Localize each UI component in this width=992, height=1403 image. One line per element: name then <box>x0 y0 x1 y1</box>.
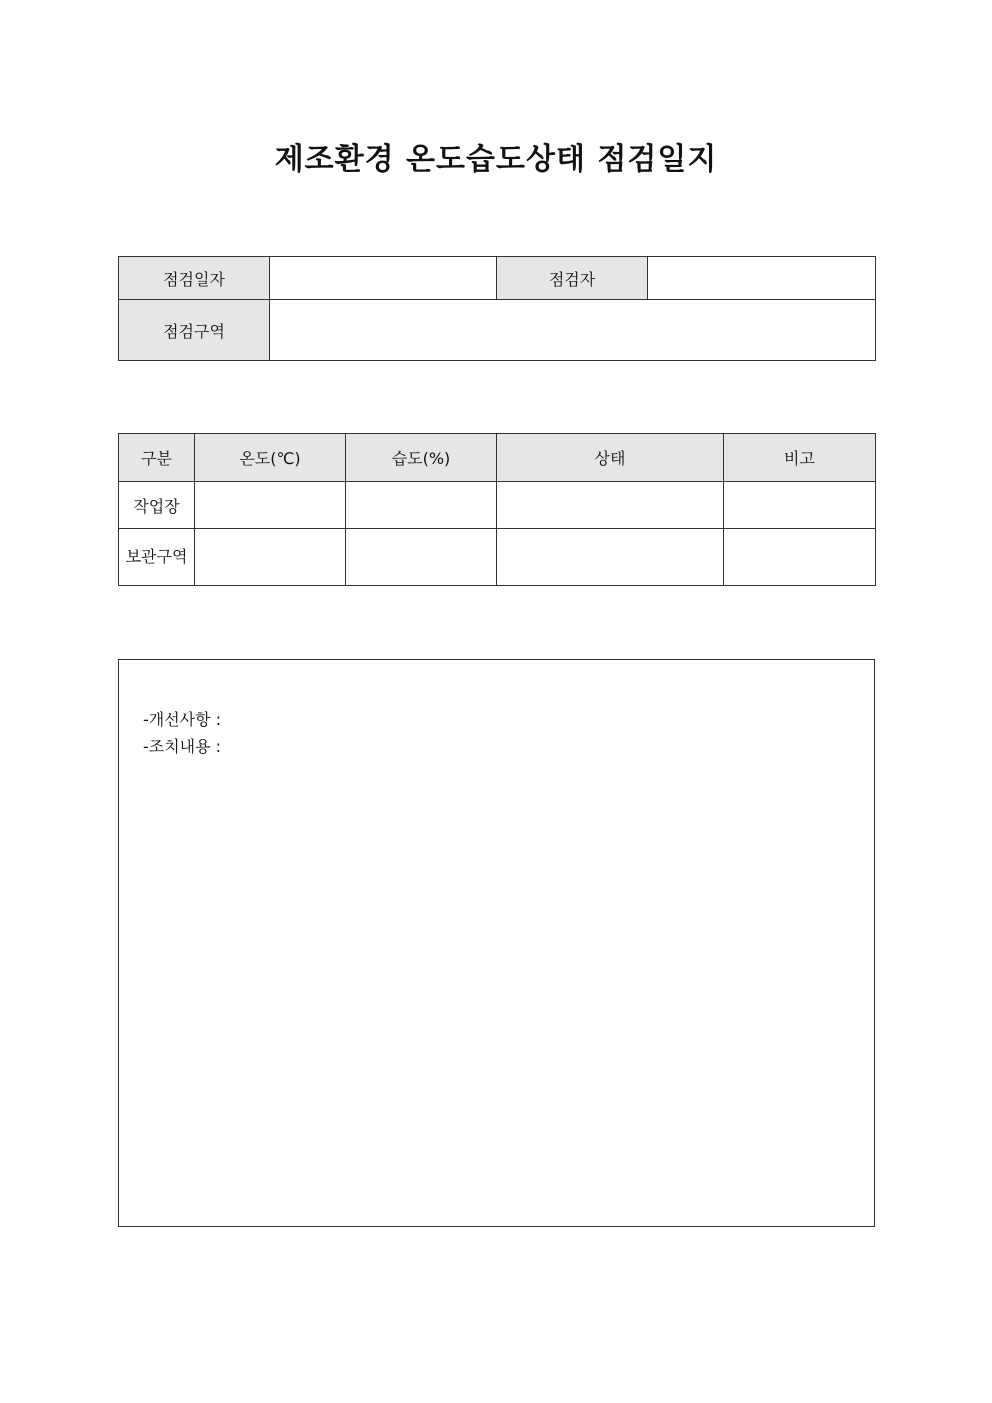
workshop-humidity-field[interactable] <box>346 482 497 529</box>
row-label-workshop: 작업장 <box>119 482 195 529</box>
table-row <box>119 482 876 529</box>
storage-remarks-field[interactable] <box>724 529 876 586</box>
workshop-status-field[interactable] <box>497 482 724 529</box>
notes-box[interactable] <box>118 659 875 1227</box>
inspection-info-table <box>118 256 876 361</box>
area-label: 점검구역 <box>119 300 270 361</box>
improvement-label: -개선사항 : <box>143 710 222 729</box>
header-status: 상태 <box>497 434 724 482</box>
table-row <box>119 529 876 586</box>
workshop-temperature-field[interactable] <box>195 482 346 529</box>
date-label: 점검일자 <box>119 257 270 300</box>
header-temperature: 온도(℃) <box>195 434 346 482</box>
area-field[interactable] <box>270 300 876 361</box>
storage-humidity-field[interactable] <box>346 529 497 586</box>
page-title: 제조환경 온도습도상태 점검일지 <box>274 142 718 177</box>
header-humidity: 습도(%) <box>346 434 497 482</box>
action-label: -조치내용 : <box>143 737 222 756</box>
storage-temperature-field[interactable] <box>195 529 346 586</box>
inspector-label: 점검자 <box>497 257 648 300</box>
header-remarks: 비고 <box>724 434 876 482</box>
row-label-storage: 보관구역 <box>119 529 195 586</box>
inspector-field[interactable] <box>648 257 876 300</box>
header-category: 구분 <box>119 434 195 482</box>
measurement-table <box>118 433 876 586</box>
storage-status-field[interactable] <box>497 529 724 586</box>
date-field[interactable] <box>270 257 497 300</box>
workshop-remarks-field[interactable] <box>724 482 876 529</box>
